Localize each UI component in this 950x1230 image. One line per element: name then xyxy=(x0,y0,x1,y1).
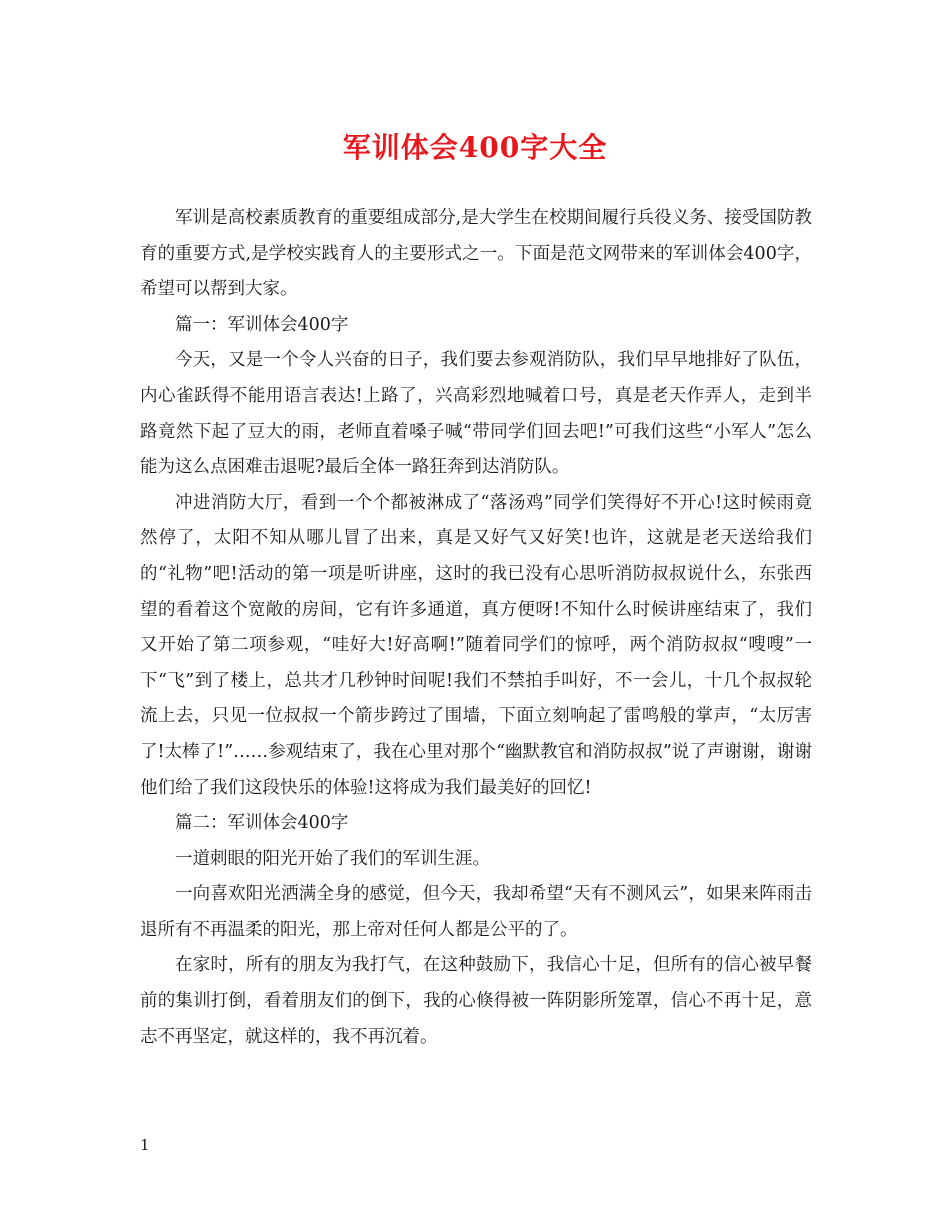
paragraph: 冲进消防大厅，看到一个个都被淋成了“落汤鸡”同学们笑得好不开心!这时候雨竟然停了，太阳不知从哪儿冒了出来，真是又好气又好笑!也许，这就是老天送给我们的“礼物”吧!活动的第一项是听讲座，这时的我已没有心思听消防叔叔说什么，东张西望的看着这个宽敞的房间，它有许多通道，真方便呀!不知什么时候讲座结束了，我们又开始了第二项参观，“哇好大!好高啊!”随着同学们的惊呼，两个消防叔叔“嗖嗖”一下“飞”到了楼上，总共才几秒钟时间呢!我们不禁拍手叫好，不一会儿，十几个叔叔轮流上去，只见一位叔叔一个箭步跨过了围墙，下面立刻响起了雷鸣般的掌声，“太厉害了!太棒了!”……参观结束了，我在心里对那个“幽默教官和消防叔叔”说了声谢谢，谢谢他们给了我们这段快乐的体验!这将成为我们最美好的回忆! xyxy=(140,492,812,798)
document-body xyxy=(140,201,812,1055)
section-heading-2: 篇二：军训体会400字 xyxy=(175,813,349,834)
document-title: 军训体会400字大全 xyxy=(342,131,608,164)
paragraph: 今天，又是一个令人兴奋的日子，我们要去参观消防队，我们早早地排好了队伍，内心雀跃得不能用语言表达!上路了，兴高彩烈地喊着口号，真是老天作弄人，走到半路竟然下起了豆大的雨，老师直着嗓子喊“带同学们回去吧!”可我们这些“小军人”怎么能为这么点困难击退呢?最后全体一路狂奔到达消防队。 xyxy=(140,350,812,478)
paragraph: 在家时，所有的朋友为我打气，在这种鼓励下，我信心十足，但所有的信心被早餐前的集训打倒，看着朋友们的倒下，我的心倏得被一阵阴影所笼罩，信心不再十足，意志不再坚定，就这样的，我不再沉着。 xyxy=(140,955,812,1047)
page-number: 1 xyxy=(140,1136,150,1154)
intro-paragraph: 军训是高校素质教育的重要组成部分,是大学生在校期间履行兵役义务、接受国防教育的重要方式,是学校实践育人的主要形式之一。下面是范文网带来的军训体会400字，希望可以帮到大家。 xyxy=(140,208,812,300)
section-heading-1: 篇一：军训体会400字 xyxy=(175,314,349,335)
paragraph: 一向喜欢阳光洒满全身的感觉，但今天，我却希望“天有不测风云”，如果来阵雨击退所有不再温柔的阳光，那上帝对任何人都是公平的了。 xyxy=(140,884,812,940)
paragraph: 一道刺眼的阳光开始了我们的军训生涯。 xyxy=(175,848,490,869)
